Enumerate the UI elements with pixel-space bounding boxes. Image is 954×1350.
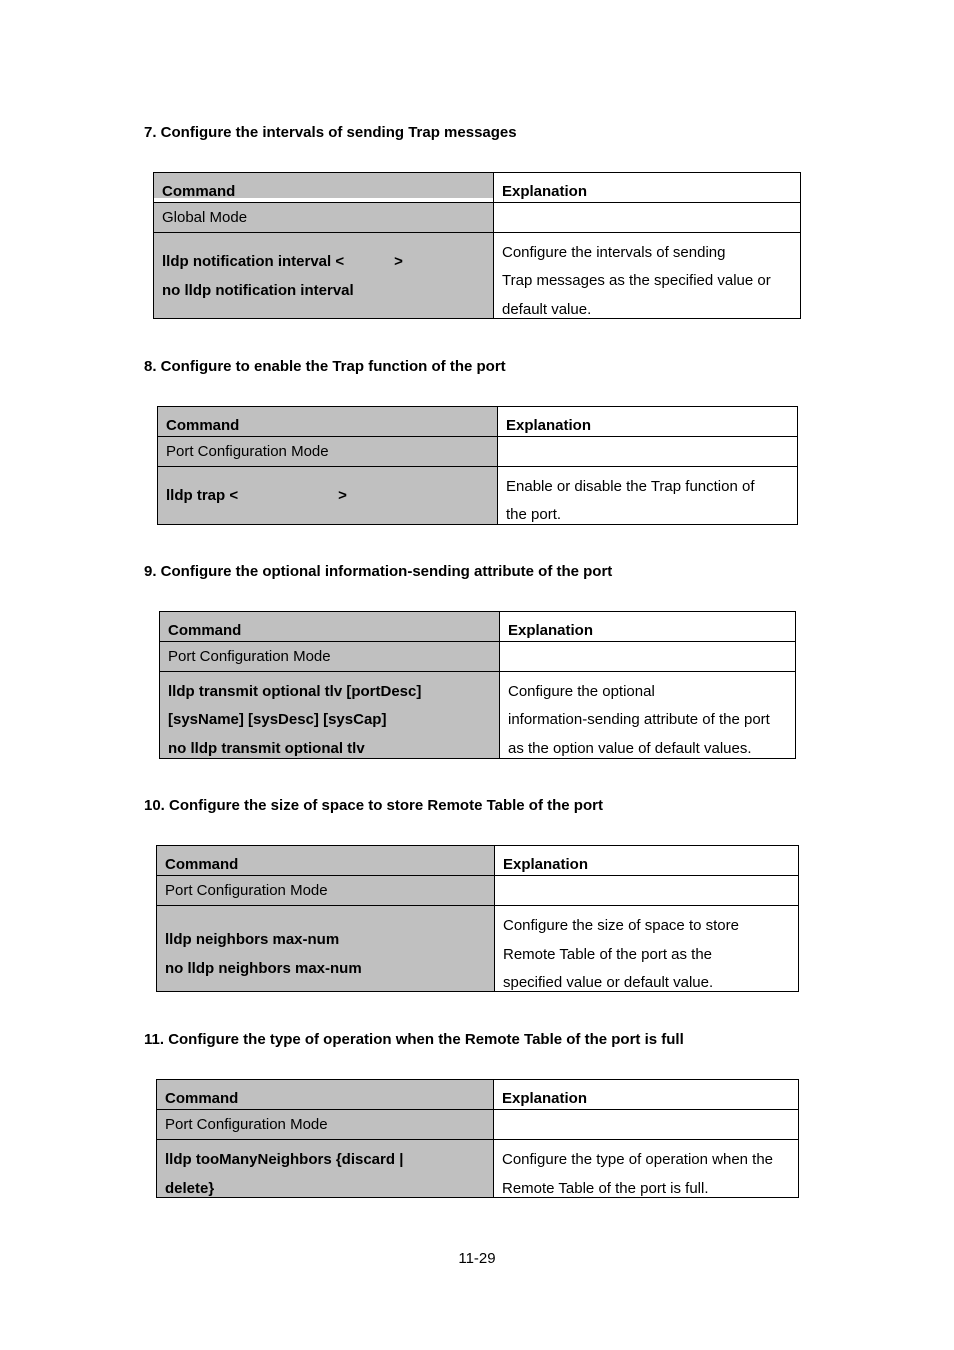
command-cell	[154, 232, 493, 318]
command-header: Command	[154, 173, 493, 198]
explanation-cell	[493, 232, 800, 318]
command-line: no lldp transmit optional tlv	[168, 740, 365, 757]
explanation-header: Explanation	[493, 1080, 798, 1109]
mode-cell: Port Configuration Mode	[160, 641, 499, 671]
explanation-line: default value.	[502, 301, 592, 318]
command-header: Command	[157, 1080, 493, 1109]
command-header: Command	[157, 846, 494, 875]
mode-explanation-cell	[493, 202, 800, 232]
explanation-cell	[499, 671, 795, 758]
command-line: lldp transmit optional tlv [portDesc]	[168, 683, 422, 700]
mode-explanation-cell	[493, 1109, 798, 1139]
explanation-line: Configure the type of operation when the	[502, 1151, 774, 1168]
explanation-line: Configure the size of space to store	[503, 917, 739, 934]
command-cell	[157, 905, 494, 991]
explanation-line: Configure the intervals of sending	[502, 244, 726, 261]
command-cell	[158, 466, 497, 524]
mode-cell: Port Configuration Mode	[158, 436, 497, 466]
section-heading-9: 9. Configure the optional information-sending attribute of the port	[144, 563, 613, 580]
command-line: lldp neighbors max-num	[165, 931, 340, 948]
explanation-line: the port.	[506, 506, 562, 523]
section-heading-7: 7. Configure the intervals of sending Trap messages	[144, 124, 517, 141]
mode-explanation-cell	[499, 641, 795, 671]
explanation-line: Trap messages as the specified value or	[502, 272, 771, 289]
command-table-8	[157, 406, 798, 525]
explanation-header: Explanation	[493, 173, 800, 202]
explanation-header: Explanation	[497, 407, 797, 436]
section-heading-11: 11. Configure the type of operation when the Remote Table of the port is full	[144, 1031, 684, 1048]
explanation-line: Enable or disable the Trap function of	[506, 478, 755, 495]
command-table-7	[153, 172, 801, 319]
explanation-line: information-sending attribute of the port	[508, 711, 770, 728]
command-header: Command	[160, 612, 499, 641]
command-line: [sysName] [sysDesc] [sysCap]	[168, 711, 387, 728]
command-line: lldp notification interval < >	[162, 253, 403, 270]
command-table-10	[156, 845, 799, 992]
explanation-cell	[493, 1139, 798, 1197]
explanation-cell	[494, 905, 798, 991]
explanation-cell	[497, 466, 797, 524]
explanation-line: Configure the optional	[508, 683, 655, 700]
mode-cell: Port Configuration Mode	[157, 1109, 493, 1139]
command-line: delete}	[165, 1180, 215, 1197]
command-line: no lldp notification interval	[162, 282, 354, 299]
explanation-header: Explanation	[499, 612, 795, 641]
explanation-line: as the option value of default values.	[508, 740, 752, 757]
section-heading-10: 10. Configure the size of space to store Remote Table of the port	[144, 797, 603, 814]
explanation-line: specified value or default value.	[503, 974, 714, 991]
command-line: lldp tooManyNeighbors {discard |	[165, 1151, 404, 1168]
command-cell	[160, 671, 499, 758]
mode-explanation-cell	[497, 436, 797, 466]
command-line: no lldp neighbors max-num	[165, 960, 362, 977]
mode-explanation-cell	[494, 875, 798, 905]
command-header: Command	[158, 407, 497, 436]
mode-cell: Global Mode	[154, 202, 493, 232]
explanation-line: Remote Table of the port as the	[503, 946, 713, 963]
command-cell	[157, 1139, 493, 1197]
command-line: lldp trap < >	[166, 487, 347, 504]
mode-cell: Port Configuration Mode	[157, 875, 494, 905]
section-heading-8: 8. Configure to enable the Trap function of the port	[144, 358, 506, 375]
command-table-9	[159, 611, 796, 759]
page-number: 11-29	[458, 1250, 496, 1267]
explanation-header: Explanation	[494, 846, 798, 875]
explanation-line: Remote Table of the port is full.	[502, 1180, 709, 1197]
command-table-11	[156, 1079, 799, 1198]
